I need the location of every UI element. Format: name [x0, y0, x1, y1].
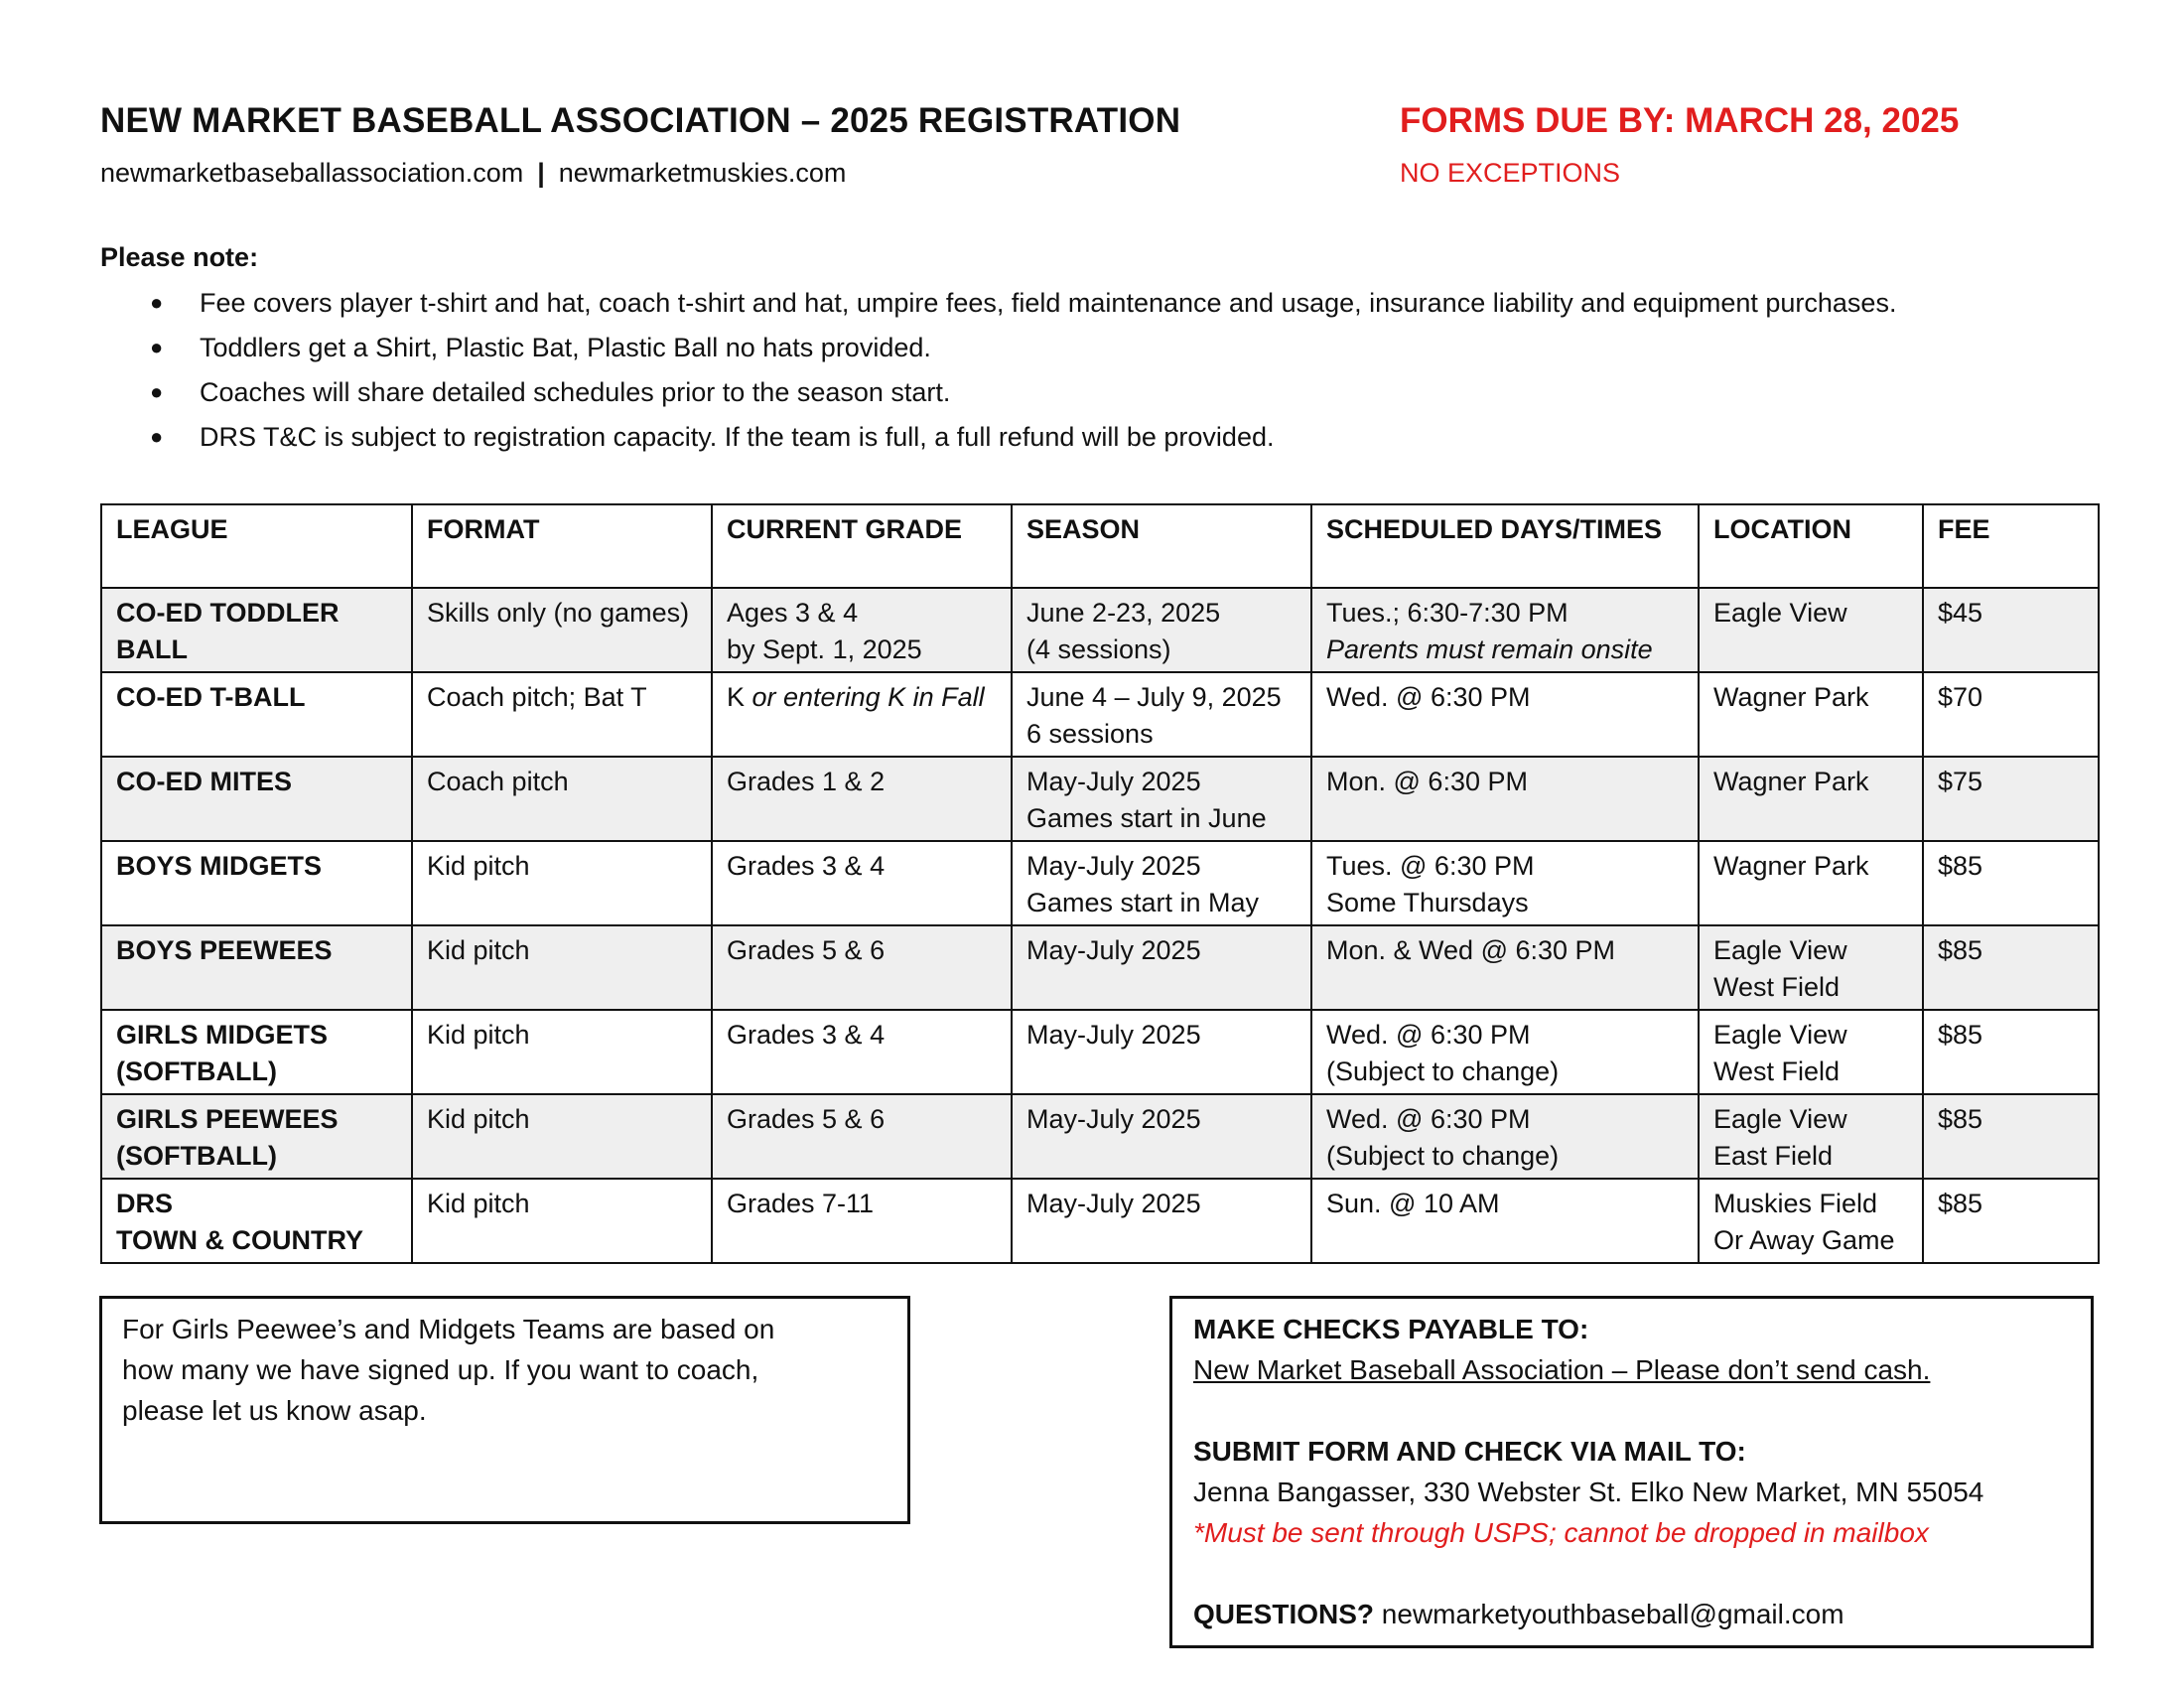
location-line: Eagle View: [1713, 935, 1847, 965]
league-name: BOYS PEEWEES: [116, 935, 333, 965]
grade-line: Grades 3 & 4: [727, 1020, 886, 1050]
season-line: 6 sessions: [1026, 719, 1154, 749]
league-cell: [101, 672, 412, 757]
page-title: NEW MARKET BASEBALL ASSOCIATION – 2025 REGISTRATION: [100, 101, 1181, 140]
fee-cell: $85: [1923, 1010, 2099, 1094]
column-header-format: FORMAT: [412, 504, 712, 588]
format-cell: Kid pitch: [412, 1094, 712, 1179]
season-cell: [1012, 841, 1311, 925]
season-cell: [1012, 757, 1311, 841]
questions-line: [1193, 1594, 2070, 1634]
grade-line: Ages 3 & 4: [727, 598, 859, 628]
table-row: [101, 925, 2099, 1010]
checks-payee: New Market Baseball Association – Please don’t send cash.: [1193, 1354, 1931, 1385]
format-cell: Coach pitch; Bat T: [412, 672, 712, 757]
column-header-schedule: SCHEDULED DAYS/TIMES: [1311, 504, 1699, 588]
note-text: Toddlers get a Shirt, Plastic Bat, Plastic Ball no hats provided.: [200, 333, 931, 362]
season-line: Games start in May: [1026, 888, 1260, 917]
link-separator: |: [537, 158, 545, 188]
table-row: [101, 1094, 2099, 1179]
table-row: [101, 672, 2099, 757]
schedule-line: (Subject to change): [1326, 1141, 1560, 1171]
note-text: Fee covers player t-shirt and hat, coach t-shirt and hat, umpire fees, field maintenance and usage, insurance liability and equipment purchases.: [200, 288, 1897, 318]
location-cell: [1699, 757, 1923, 841]
fee-cell: $75: [1923, 757, 2099, 841]
grade-cell: [712, 672, 1012, 757]
location-line: Or Away Game: [1713, 1225, 1895, 1255]
season-line: May-July 2025: [1026, 767, 1201, 796]
grade-line: Grades 5 & 6: [727, 935, 886, 965]
schedule-line: Tues. @ 6:30 PM: [1326, 851, 1535, 881]
fee-cell: $45: [1923, 588, 2099, 672]
registration-table: [100, 503, 2100, 1264]
league-cell: [101, 841, 412, 925]
location-cell: [1699, 1094, 1923, 1179]
mailing-address: Jenna Bangasser, 330 Webster St. Elko New Market, MN 55054: [1193, 1477, 1984, 1507]
checks-heading: MAKE CHECKS PAYABLE TO:: [1193, 1314, 1589, 1344]
schedule-cell: [1311, 1179, 1699, 1263]
season-line: (4 sessions): [1026, 634, 1171, 664]
location-line: Wagner Park: [1713, 851, 1869, 881]
coaching-note-line: please let us know asap.: [122, 1395, 427, 1426]
season-line: May-July 2025: [1026, 935, 1201, 965]
league-cell: [101, 1179, 412, 1263]
table-header-row: [101, 504, 2099, 588]
column-header-fee: FEE: [1923, 504, 2099, 588]
schedule-cell: [1311, 672, 1699, 757]
questions-email[interactable]: newmarketyouthbaseball@gmail.com: [1374, 1599, 1844, 1629]
season-cell: [1012, 588, 1311, 672]
location-line: East Field: [1713, 1141, 1834, 1171]
schedule-line: Wed. @ 6:30 PM: [1326, 1104, 1531, 1134]
league-name: DRS: [116, 1189, 174, 1218]
format-cell: Kid pitch: [412, 841, 712, 925]
schedule-line: (Subject to change): [1326, 1056, 1560, 1086]
table-row: [101, 757, 2099, 841]
format-cell: Kid pitch: [412, 1010, 712, 1094]
coaching-note-line: For Girls Peewee’s and Midgets Teams are based on: [122, 1314, 775, 1344]
season-line: May-July 2025: [1026, 1020, 1201, 1050]
schedule-cell: [1311, 588, 1699, 672]
season-cell: [1012, 925, 1311, 1010]
note-text: Coaches will share detailed schedules prior to the season start.: [200, 377, 951, 407]
schedule-line: Sun. @ 10 AM: [1326, 1189, 1500, 1218]
bullet-icon: ●: [150, 335, 164, 359]
website-link-muskies[interactable]: newmarketmuskies.com: [558, 158, 847, 188]
league-cell: [101, 1010, 412, 1094]
league-name: BOYS MIDGETS: [116, 851, 323, 881]
league-name: (SOFTBALL): [116, 1056, 277, 1086]
league-name: (SOFTBALL): [116, 1141, 277, 1171]
bullet-icon: ●: [150, 424, 164, 449]
note-item: [150, 418, 1896, 463]
location-cell: [1699, 841, 1923, 925]
location-line: Wagner Park: [1713, 767, 1869, 796]
schedule-cell: [1311, 925, 1699, 1010]
league-cell: [101, 757, 412, 841]
fee-cell: $85: [1923, 925, 2099, 1010]
notes-list: [150, 284, 1896, 463]
website-link-association[interactable]: newmarketbaseballassociation.com: [100, 158, 524, 188]
season-line: May-July 2025: [1026, 1189, 1201, 1218]
season-line: June 4 – July 9, 2025: [1026, 682, 1282, 712]
note-item: [150, 329, 1896, 373]
format-cell: Kid pitch: [412, 1179, 712, 1263]
grade-cell: [712, 588, 1012, 672]
league-cell: [101, 588, 412, 672]
bullet-icon: ●: [150, 379, 164, 404]
payment-info-box: [1169, 1296, 2094, 1648]
note-item: [150, 284, 1896, 329]
questions-label: QUESTIONS?: [1193, 1599, 1375, 1629]
usps-note: *Must be sent through USPS; cannot be dropped in mailbox: [1193, 1517, 1929, 1548]
league-cell: [101, 1094, 412, 1179]
grade-line: K: [727, 682, 746, 712]
location-cell: [1699, 1010, 1923, 1094]
league-name: GIRLS PEEWEES: [116, 1104, 339, 1134]
season-cell: [1012, 1179, 1311, 1263]
grade-line: Grades 7-11: [727, 1189, 875, 1218]
schedule-cell: [1311, 1094, 1699, 1179]
schedule-line: Mon. @ 6:30 PM: [1326, 767, 1528, 796]
season-cell: [1012, 1010, 1311, 1094]
season-line: Games start in June: [1026, 803, 1267, 833]
location-line: Eagle View: [1713, 1020, 1847, 1050]
league-name: GIRLS MIDGETS: [116, 1020, 329, 1050]
schedule-line: Tues.; 6:30-7:30 PM: [1326, 598, 1569, 628]
column-header-grade: CURRENT GRADE: [712, 504, 1012, 588]
location-line: West Field: [1713, 1056, 1841, 1086]
notes-heading: Please note:: [100, 242, 259, 272]
location-line: West Field: [1713, 972, 1841, 1002]
fee-cell: $85: [1923, 1179, 2099, 1263]
schedule-note: Parents must remain onsite: [1326, 634, 1653, 664]
season-cell: [1012, 672, 1311, 757]
location-line: Wagner Park: [1713, 682, 1869, 712]
table-row: [101, 841, 2099, 925]
no-exceptions-notice: NO EXCEPTIONS: [1400, 158, 1621, 188]
schedule-cell: [1311, 1010, 1699, 1094]
grade-cell: [712, 925, 1012, 1010]
location-line: Eagle View: [1713, 1104, 1847, 1134]
schedule-line: Wed. @ 6:30 PM: [1326, 682, 1531, 712]
due-date-notice: FORMS DUE BY: MARCH 28, 2025: [1400, 101, 1960, 140]
grade-line: Grades 3 & 4: [727, 851, 886, 881]
fee-cell: $70: [1923, 672, 2099, 757]
column-header-location: LOCATION: [1699, 504, 1923, 588]
league-name: CO-ED T-BALL: [116, 682, 306, 712]
bullet-icon: ●: [150, 290, 164, 315]
league-name: CO-ED TODDLER BALL: [116, 598, 340, 664]
season-cell: [1012, 1094, 1311, 1179]
grade-cell: [712, 757, 1012, 841]
grade-cell: [712, 1010, 1012, 1094]
grade-line: Grades 5 & 6: [727, 1104, 886, 1134]
fee-cell: $85: [1923, 841, 2099, 925]
season-line: May-July 2025: [1026, 1104, 1201, 1134]
grade-note: or entering K in Fall: [745, 682, 985, 712]
schedule-cell: [1311, 841, 1699, 925]
location-cell: [1699, 925, 1923, 1010]
schedule-cell: [1311, 757, 1699, 841]
website-links: [100, 158, 846, 189]
grade-cell: [712, 1094, 1012, 1179]
note-item: [150, 373, 1896, 418]
location-cell: [1699, 672, 1923, 757]
schedule-line: Some Thursdays: [1326, 888, 1529, 917]
grade-cell: [712, 1179, 1012, 1263]
table-row: [101, 1179, 2099, 1263]
column-header-season: SEASON: [1012, 504, 1311, 588]
coaching-note-box: [99, 1296, 910, 1524]
column-header-league: LEAGUE: [101, 504, 412, 588]
coaching-note-line: how many we have signed up. If you want to coach,: [122, 1354, 759, 1385]
schedule-line: Wed. @ 6:30 PM: [1326, 1020, 1531, 1050]
location-line: Muskies Field: [1713, 1189, 1878, 1218]
format-cell: Coach pitch: [412, 757, 712, 841]
spacer: [1193, 1390, 2070, 1431]
grade-line: by Sept. 1, 2025: [727, 634, 922, 664]
format-cell: Kid pitch: [412, 925, 712, 1010]
table-row: [101, 1010, 2099, 1094]
league-cell: [101, 925, 412, 1010]
season-line: June 2-23, 2025: [1026, 598, 1221, 628]
season-line: May-July 2025: [1026, 851, 1201, 881]
format-cell: Skills only (no games): [412, 588, 712, 672]
location-cell: [1699, 588, 1923, 672]
league-name: TOWN & COUNTRY: [116, 1225, 363, 1255]
note-text: DRS T&C is subject to registration capacity. If the team is full, a full refund will be provided.: [200, 422, 1275, 452]
league-name: CO-ED MITES: [116, 767, 293, 796]
location-line: Eagle View: [1713, 598, 1847, 628]
spacer: [1193, 1553, 2070, 1594]
schedule-line: Mon. & Wed @ 6:30 PM: [1326, 935, 1616, 965]
submit-heading: SUBMIT FORM AND CHECK VIA MAIL TO:: [1193, 1436, 1746, 1467]
grade-cell: [712, 841, 1012, 925]
location-cell: [1699, 1179, 1923, 1263]
grade-line: Grades 1 & 2: [727, 767, 886, 796]
fee-cell: $85: [1923, 1094, 2099, 1179]
table-row: [101, 588, 2099, 672]
